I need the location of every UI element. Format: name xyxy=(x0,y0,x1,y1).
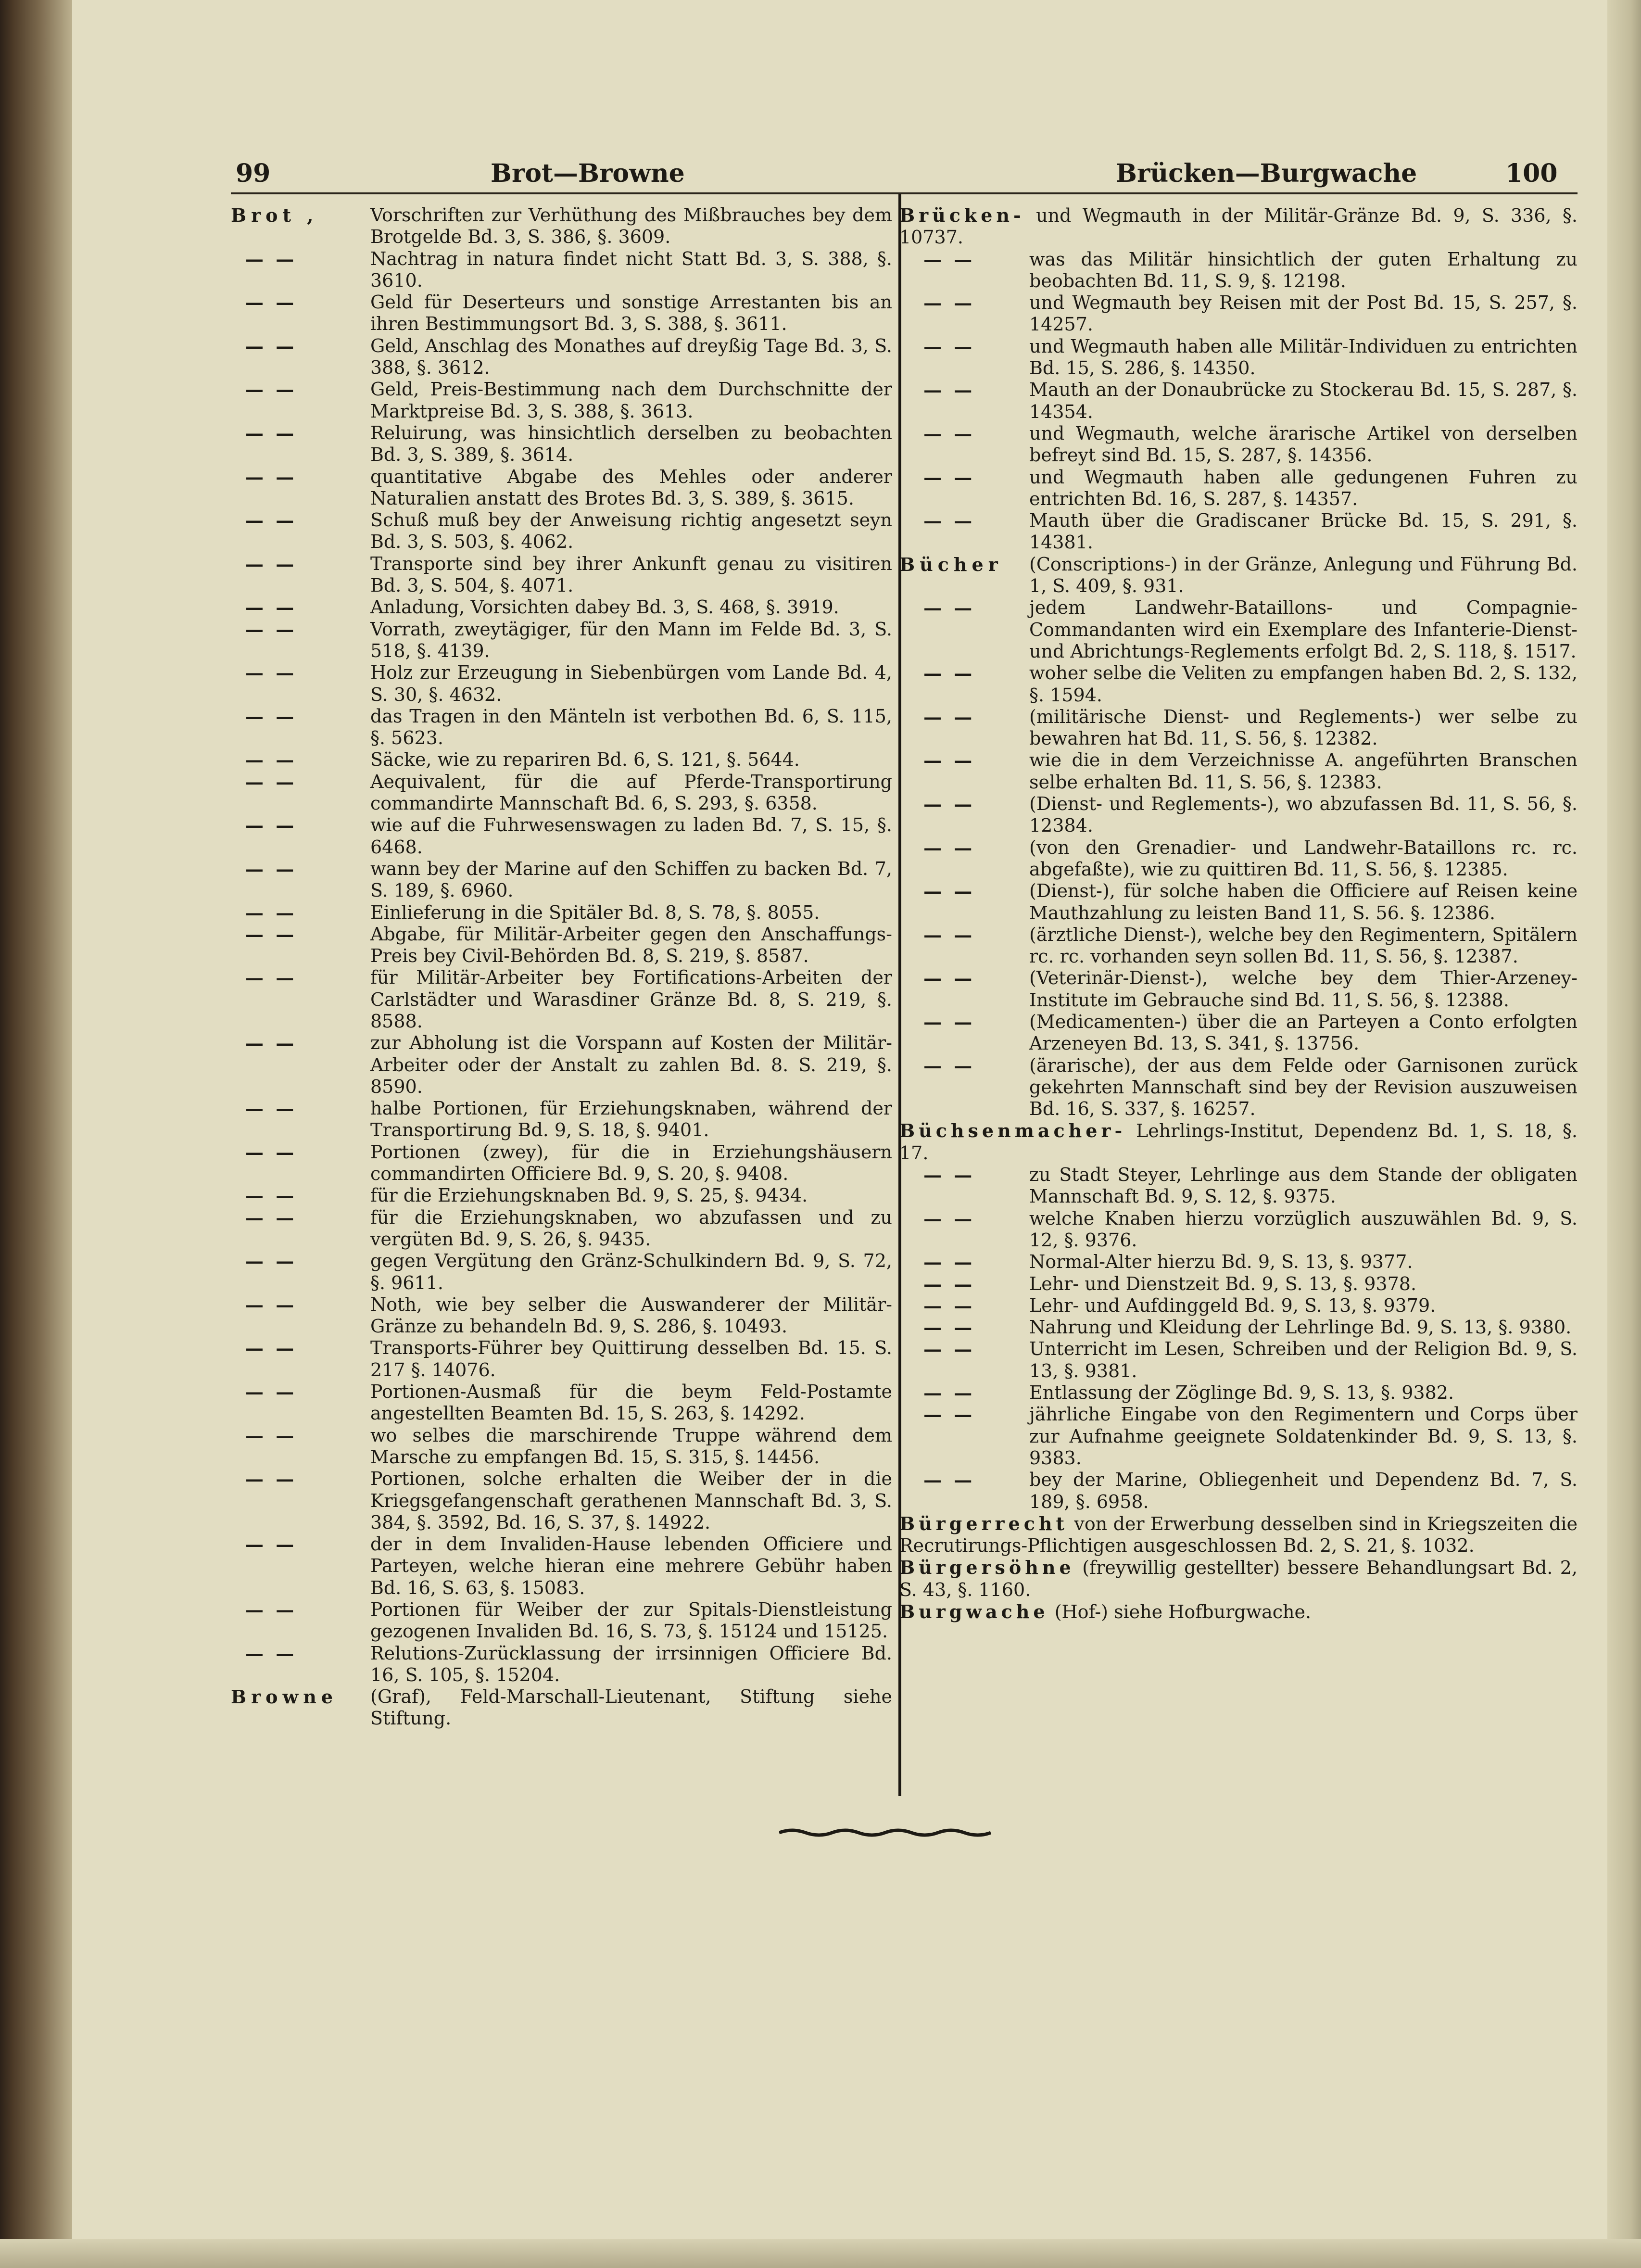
index-entry xyxy=(231,1533,892,1599)
index-entry xyxy=(899,1164,1578,1208)
ditto-dash: — — xyxy=(923,292,975,314)
entry-text: Mauth an der Donaubrücke zu Stockerau Bd. 15, S. 287, §. 14354. xyxy=(1029,379,1578,422)
ditto-dash: — — xyxy=(245,1468,297,1490)
ditto-dash: — — xyxy=(245,1293,297,1316)
ditto-dash: — — xyxy=(245,291,297,314)
index-entry xyxy=(231,706,892,749)
index-entry xyxy=(899,1404,1578,1469)
page-edge-right xyxy=(1607,0,1641,2268)
ditto-dash: — — xyxy=(923,1469,975,1491)
ditto-dash: — — xyxy=(923,248,975,270)
page-edge-bottom xyxy=(0,2239,1641,2268)
ditto-dash: — — xyxy=(245,1337,297,1359)
index-entry xyxy=(231,814,892,858)
entry-text: Portionen-Ausmaß für die beym Feld-Postamte angestellten Beamten Bd. 15, S. 263, §. 14292. xyxy=(370,1381,892,1424)
entry-text: Lehrlings-Institut, Dependenz Bd. 1, S. 18, §. 17. xyxy=(899,1120,1578,1164)
index-entry xyxy=(899,1011,1578,1055)
index-entry xyxy=(899,1601,1578,1623)
entry-text: Relutions-Zurücklassung der irrsinnigen Officiere Bd. 16, S. 105, §. 15204. xyxy=(370,1642,892,1685)
ditto-dash: — — xyxy=(923,662,975,684)
index-entry xyxy=(899,292,1578,336)
ditto-dash: — — xyxy=(245,749,297,771)
entry-text: Vorrath, zweytägiger, für den Mann im Felde Bd. 3, S. 518, §. 4139. xyxy=(370,618,892,661)
entry-text: wie die in dem Verzeichnisse A. angeführten Branschen selbe erhalten Bd. 11, S. 56, §. 12383. xyxy=(1029,749,1578,793)
ditto-dash: — — xyxy=(245,248,297,270)
index-entry xyxy=(231,1643,892,1686)
entry-text: (ärztliche Dienst-), welche bey den Regimentern, Spitälern rc. rc. vorhanden seyn sollen Bd. 11, S. 56, §. 12387. xyxy=(1029,924,1578,967)
entry-text: woher selbe die Veliten zu empfangen haben Bd. 2, S. 132, §. 1594. xyxy=(1029,662,1578,706)
entry-text: Säcke, wie zu repariren Bd. 6, S. 121, §. 5644. xyxy=(370,749,800,771)
entry-text: (von den Grenadier- und Landwehr-Bataillons rc. rc. abgefaßte), wie zu quittiren Bd. 11, S. 56, §. 12385. xyxy=(1029,836,1578,880)
right-page-number: 100 xyxy=(1505,159,1558,188)
index-entry xyxy=(899,597,1578,662)
entry-text: gegen Vergütung den Gränz-Schulkindern Bd. 9, S. 72, §. 9611. xyxy=(370,1250,892,1293)
entry-text: jedem Landwehr-Bataillons- und Compagnie-Commandanten wird ein Exemplare des Infanterie-Dienst- und Abrichtungs-Reglements erfolgt Bd. 2, S. 118, §. 1517. xyxy=(1029,597,1578,662)
index-entry xyxy=(899,967,1578,1011)
index-entry xyxy=(899,510,1578,554)
entry-text: halbe Portionen, für Erziehungsknaben, während der Transportirung Bd. 9, S. 18, §. 9401. xyxy=(370,1098,892,1141)
index-entry xyxy=(899,1055,1578,1120)
entry-text: (Dienst- und Reglements-), wo abzufassen Bd. 11, S. 56, §. 12384. xyxy=(1029,793,1578,836)
entry-text: wann bey der Marine auf den Schiffen zu backen Bd. 7, S. 189, §. 6960. xyxy=(370,858,892,901)
index-entry xyxy=(231,1032,892,1098)
entry-text: Portionen, solche erhalten die Weiber der in die Kriegsgefangenschaft gerathenen Mannschaft Bd. 3, S. 384, §. 3592, Bd. 16, S. 37, §. 14922. xyxy=(370,1468,892,1533)
ditto-dash: — — xyxy=(923,967,975,989)
index-entry xyxy=(899,662,1578,706)
index-entry xyxy=(231,1250,892,1294)
index-entry xyxy=(231,509,892,553)
ditto-dash: — — xyxy=(923,466,975,488)
index-entry xyxy=(899,379,1578,423)
ditto-dash: — — xyxy=(245,901,297,924)
ditto-dash: — — xyxy=(245,422,297,444)
entry-text: Geld für Deserteurs und sonstige Arrestanten bis an ihren Bestimmungsort Bd. 3, S. 388, §. 3611. xyxy=(370,291,892,335)
entry-text: (freywillig gestellter) bessere Behandlungsart Bd. 2, S. 43, §. 1160. xyxy=(899,1557,1578,1600)
ditto-dash: — — xyxy=(923,1382,975,1404)
entry-text: und Wegmauth haben alle Militär-Individuen zu entrichten Bd. 15, S. 286, §. 14350. xyxy=(1029,335,1578,379)
ditto-dash: — — xyxy=(245,967,297,989)
entry-text: wie auf die Fuhrwesenswagen zu laden Bd. 7, S. 15, §. 6468. xyxy=(370,814,892,858)
entry-text: (Veterinär-Dienst-), welche bey dem Thier-Arzeney-Institute im Gebrauche sind Bd. 11, S. 56, §. 12388. xyxy=(1029,967,1578,1011)
entry-text: bey der Marine, Obliegenheit und Dependenz Bd. 7, S. 189, §. 6958. xyxy=(1029,1469,1578,1512)
entry-text: (ärarische), der aus dem Felde oder Garnisonen zurück gekehrten Mannschaft sind bey der Revision auszuweisen Bd. 16, S. 337, §. 16257. xyxy=(1029,1054,1578,1120)
ditto-dash: — — xyxy=(923,1164,975,1186)
ditto-dash: — — xyxy=(245,1533,297,1556)
ditto-dash: — — xyxy=(923,1011,975,1033)
index-entry xyxy=(899,1317,1578,1338)
ditto-dash: — — xyxy=(245,771,297,793)
ditto-dash: — — xyxy=(923,1294,975,1317)
entry-text: und Wegmauth, welche ärarische Artikel von derselben befreyt sind Bd. 15, S. 287, §. 14356. xyxy=(1029,422,1578,466)
entry-text: Schuß muß bey der Anweisung richtig angesetzt seyn Bd. 3, S. 503, §. 4062. xyxy=(370,509,892,553)
entry-text: Anladung, Vorsichten dabey Bd. 3, S. 468, §. 3919. xyxy=(370,596,839,618)
index-entry xyxy=(899,554,1578,597)
index-entry xyxy=(899,706,1578,750)
index-entry xyxy=(899,1208,1578,1252)
entry-text: wo selbes die marschirende Truppe während dem Marsche zu empfangen Bd. 15, S. 315, §. 14456. xyxy=(370,1424,892,1468)
ditto-dash: — — xyxy=(245,662,297,684)
index-entry xyxy=(231,422,892,466)
entry-keyword: Browne xyxy=(231,1686,338,1708)
ditto-dash: — — xyxy=(245,1032,297,1054)
index-entry xyxy=(899,204,1578,249)
index-entry xyxy=(899,249,1578,292)
index-entry xyxy=(231,291,892,335)
entry-text: von der Erwerbung desselben sind in Kriegszeiten die Recrutirungs-Pflichtigen ausgeschlossen Bd. 2, S. 21, §. 1032. xyxy=(899,1513,1578,1557)
entry-text: und Wegmauth haben alle gedungenen Fuhren zu entrichten Bd. 16, S. 287, §. 14357. xyxy=(1029,466,1578,509)
ditto-dash: — — xyxy=(923,749,975,772)
left-running-title: Brot—Browne xyxy=(491,159,685,188)
ditto-dash: — — xyxy=(923,335,975,357)
entry-text: für Militär-Arbeiter bey Fortifications-Arbeiten der Carlstädter und Warasdiner Gränze Bd. 8, S. 219, §. 8588. xyxy=(370,967,892,1032)
entry-text: Vorschriften zur Verhüthung des Mißbrauches bey dem Brotgelde Bd. 3, S. 386, §. 3609. xyxy=(370,204,892,248)
entry-text: für die Erziehungsknaben Bd. 9, S. 25, §. 9434. xyxy=(370,1185,808,1206)
index-entry xyxy=(899,336,1578,380)
index-entry xyxy=(231,662,892,706)
index-entry xyxy=(231,1337,892,1381)
entry-text: Geld, Anschlag des Monathes auf dreyßig Tage Bd. 3, S. 388, §. 3612. xyxy=(370,335,892,379)
entry-text: Aequivalent, für die auf Pferde-Transportirung commandirte Mannschaft Bd. 6, S. 293, §. 6358. xyxy=(370,771,892,814)
ditto-dash: — — xyxy=(245,858,297,880)
entry-text: was das Militär hinsichtlich der guten Erhaltung zu beobachten Bd. 11, S. 9, §. 12198. xyxy=(1029,248,1578,291)
entry-text: für die Erziehungsknaben, wo abzufassen und zu vergüten Bd. 9, S. 26, §. 9435. xyxy=(370,1206,892,1250)
index-entry xyxy=(899,1338,1578,1382)
ditto-dash: — — xyxy=(245,1250,297,1272)
index-entry xyxy=(231,1141,892,1185)
index-entry xyxy=(231,1686,892,1730)
index-entry xyxy=(899,1557,1578,1601)
ditto-dash: — — xyxy=(245,379,297,401)
entry-text: Abgabe, für Militär-Arbeiter gegen den Anschaffungs-Preis bey Civil-Behörden Bd. 8, S. 219, §. 8587. xyxy=(370,923,892,967)
entry-text: Einlieferung in die Spitäler Bd. 8, S. 78, §. 8055. xyxy=(370,901,820,923)
index-entry xyxy=(231,1207,892,1251)
ditto-dash: — — xyxy=(245,553,297,575)
ditto-dash: — — xyxy=(245,1098,297,1120)
entry-text: welche Knaben hierzu vorzüglich auszuwählen Bd. 9, S. 12, §. 9376. xyxy=(1029,1207,1578,1251)
ditto-dash: — — xyxy=(923,836,975,859)
left-index-column xyxy=(231,204,892,1806)
entry-keyword: Burgwache xyxy=(899,1601,1049,1622)
index-entry xyxy=(231,858,892,902)
index-entry xyxy=(231,248,892,292)
ditto-dash: — — xyxy=(923,706,975,728)
entry-text: (Graf), Feld-Marschall-Lieutenant, Stiftung siehe Stiftung. xyxy=(370,1686,892,1729)
index-entry xyxy=(899,749,1578,793)
ditto-dash: — — xyxy=(245,1424,297,1446)
entry-text: Transports-Führer bey Quittirung desselben Bd. 15. S. 217 §. 14076. xyxy=(370,1337,892,1381)
entry-text: Nachtrag in natura findet nicht Statt Bd. 3, S. 388, §. 3610. xyxy=(370,248,892,291)
ditto-dash: — — xyxy=(245,1141,297,1163)
entry-keyword: Bürgersöhne xyxy=(899,1557,1075,1579)
index-entry xyxy=(899,1469,1578,1513)
index-entry xyxy=(231,1294,892,1338)
entry-text: Portionen (zwey), für die in Erziehungshäusern commandirten Officiere Bd. 9, S. 20, §. 9408. xyxy=(370,1141,892,1185)
entry-text: Reluirung, was hinsichtlich derselben zu beobachten Bd. 3, S. 389, §. 3614. xyxy=(370,422,892,466)
entry-text: (Conscriptions-) in der Gränze, Anlegung und Führung Bd. 1, S. 409, §. 931. xyxy=(1029,553,1578,597)
entry-keyword: Brot , xyxy=(231,204,318,226)
entry-keyword: Brücken- xyxy=(899,204,1025,226)
ditto-dash: — — xyxy=(923,1404,975,1426)
ditto-dash: — — xyxy=(245,923,297,945)
index-entry xyxy=(231,204,892,248)
entry-keyword: Bürgerrecht xyxy=(899,1512,1069,1534)
entry-text: Portionen für Weiber der zur Spitals-Dienstleistung gezogenen Invaliden Bd. 16, S. 73, §. 15124 und 15125. xyxy=(370,1599,892,1642)
index-entry xyxy=(899,880,1578,924)
ditto-dash: — — xyxy=(923,1251,975,1273)
ditto-dash: — — xyxy=(923,793,975,815)
ditto-dash: — — xyxy=(923,1207,975,1229)
entry-text: Holz zur Erzeugung in Siebenbürgen vom Lande Bd. 4, S. 30, §. 4632. xyxy=(370,662,892,705)
ditto-dash: — — xyxy=(245,466,297,488)
entry-text: (militärische Dienst- und Reglements-) wer selbe zu bewahren hat Bd. 11, S. 56, §. 12382. xyxy=(1029,706,1578,749)
entry-text: das Tragen in den Mänteln ist verbothen Bd. 6, S. 115, §. 5623. xyxy=(370,705,892,749)
entry-text: Transporte sind bey ihrer Ankunft genau zu visitiren Bd. 3, S. 504, §. 4071. xyxy=(370,553,892,596)
entry-text: (Medicamenten-) über die an Parteyen a Conto erfolgten Arzeneyen Bd. 13, S. 341, §. 13756. xyxy=(1029,1011,1578,1054)
ditto-dash: — — xyxy=(245,705,297,727)
index-entry xyxy=(231,1425,892,1469)
ditto-dash: — — xyxy=(923,510,975,532)
ditto-dash: — — xyxy=(245,335,297,357)
entry-text: zu Stadt Steyer, Lehrlinge aus dem Stande der obligaten Mannschaft Bd. 9, S. 12, §. 9375. xyxy=(1029,1164,1578,1207)
ditto-dash: — — xyxy=(245,1599,297,1621)
index-entry xyxy=(231,749,892,771)
entry-text: der in dem Invaliden-Hause lebenden Officiere und Parteyen, welche hieran eine mehrere Gebühr haben Bd. 16, S. 63, §. 15083. xyxy=(370,1533,892,1598)
ditto-dash: — — xyxy=(245,618,297,640)
index-entry xyxy=(231,924,892,967)
entry-text: Noth, wie bey selber die Auswanderer der Militär-Gränze zu behandeln Bd. 9, S. 286, §. 10493. xyxy=(370,1293,892,1337)
closing-ornament xyxy=(779,1828,991,1837)
entry-text: Nahrung und Kleidung der Lehrlinge Bd. 9, S. 13, §. 9380. xyxy=(1029,1317,1572,1338)
ditto-dash: — — xyxy=(245,1381,297,1403)
index-entry xyxy=(899,1251,1578,1273)
ditto-dash: — — xyxy=(923,597,975,619)
ditto-dash: — — xyxy=(923,422,975,444)
ditto-dash: — — xyxy=(923,1273,975,1295)
entry-text: Entlassung der Zöglinge Bd. 9, S. 13, §. 9382. xyxy=(1029,1382,1454,1404)
index-entry xyxy=(899,1120,1578,1164)
entry-text: Unterricht im Lesen, Schreiben und der Religion Bd. 9, S. 13, §. 9381. xyxy=(1029,1338,1578,1381)
left-page-number: 99 xyxy=(236,159,271,188)
index-entry xyxy=(231,1468,892,1533)
entry-text: Mauth über die Gradiscaner Brücke Bd. 15, S. 291, §. 14381. xyxy=(1029,510,1578,553)
index-entry xyxy=(231,771,892,815)
index-entry xyxy=(899,467,1578,510)
index-entry xyxy=(231,1098,892,1141)
index-entry xyxy=(899,1273,1578,1295)
index-entry xyxy=(231,466,892,510)
entry-text: und Wegmauth bey Reisen mit der Post Bd. 15, S. 257, §. 14257. xyxy=(1029,292,1578,335)
entry-text: (Dienst-), für solche haben die Officiere auf Reisen keine Mauthzahlung zu leisten Band 11, S. 56. §. 12386. xyxy=(1029,880,1578,924)
entry-text: Geld, Preis-Bestimmung nach dem Durchschnitte der Marktpreise Bd. 3, S. 388, §. 3613. xyxy=(370,379,892,422)
entry-keyword: Bücher xyxy=(899,553,1003,575)
entry-text: (Hof-) siehe Hofburgwache. xyxy=(1054,1601,1312,1622)
right-running-title: Brücken—Burgwache xyxy=(1116,159,1417,188)
index-entry xyxy=(231,967,892,1032)
header-rule xyxy=(231,192,1578,194)
right-index-column xyxy=(899,204,1578,1806)
index-entry xyxy=(899,1382,1578,1404)
entry-text: Normal-Alter hierzu Bd. 9, S. 13, §. 9377. xyxy=(1029,1251,1413,1273)
index-entry xyxy=(899,837,1578,881)
ditto-dash: — — xyxy=(923,924,975,946)
entry-text: quantitative Abgabe des Mehles oder anderer Naturalien anstatt des Brotes Bd. 3, S. 389, §. 3615. xyxy=(370,466,892,509)
ditto-dash: — — xyxy=(923,379,975,401)
index-entry xyxy=(231,596,892,618)
ditto-dash: — — xyxy=(923,1317,975,1339)
index-entry xyxy=(899,423,1578,467)
entry-text: und Wegmauth in der Militär-Gränze Bd. 9, S. 336, §. 10737. xyxy=(899,205,1578,248)
ditto-dash: — — xyxy=(245,1206,297,1229)
index-entry xyxy=(231,902,892,924)
ditto-dash: — — xyxy=(245,1185,297,1207)
index-entry xyxy=(231,1599,892,1643)
index-entry xyxy=(231,335,892,379)
ditto-dash: — — xyxy=(923,1054,975,1077)
entry-text: Lehr- und Aufdinggeld Bd. 9, S. 13, §. 9379. xyxy=(1029,1294,1436,1316)
index-entry xyxy=(231,1381,892,1425)
entry-text: zur Abholung ist die Vorspann auf Kosten der Militär-Arbeiter oder der Anstalt zu zahlen Bd. 8. S. 219, §. 8590. xyxy=(370,1032,892,1097)
index-entry xyxy=(231,379,892,422)
index-entry xyxy=(899,793,1578,837)
index-entry xyxy=(231,1185,892,1206)
ditto-dash: — — xyxy=(245,509,297,532)
ditto-dash: — — xyxy=(923,1338,975,1360)
ditto-dash: — — xyxy=(245,1642,297,1664)
index-entry xyxy=(231,553,892,597)
index-entry xyxy=(899,924,1578,968)
book-spine xyxy=(0,0,72,2268)
index-entry xyxy=(899,1513,1578,1557)
entry-text: Lehr- und Dienstzeit Bd. 9, S. 13, §. 9378. xyxy=(1029,1273,1417,1294)
entry-text: jährliche Eingabe von den Regimentern und Corps über zur Aufnahme geeignete Soldatenkinder Bd. 9, S. 13, §. 9383. xyxy=(1029,1404,1578,1469)
index-entry xyxy=(231,619,892,662)
ditto-dash: — — xyxy=(245,814,297,836)
entry-keyword: Büchsenmacher- xyxy=(899,1120,1126,1142)
index-entry xyxy=(899,1295,1578,1317)
ditto-dash: — — xyxy=(923,880,975,902)
ditto-dash: — — xyxy=(245,596,297,619)
